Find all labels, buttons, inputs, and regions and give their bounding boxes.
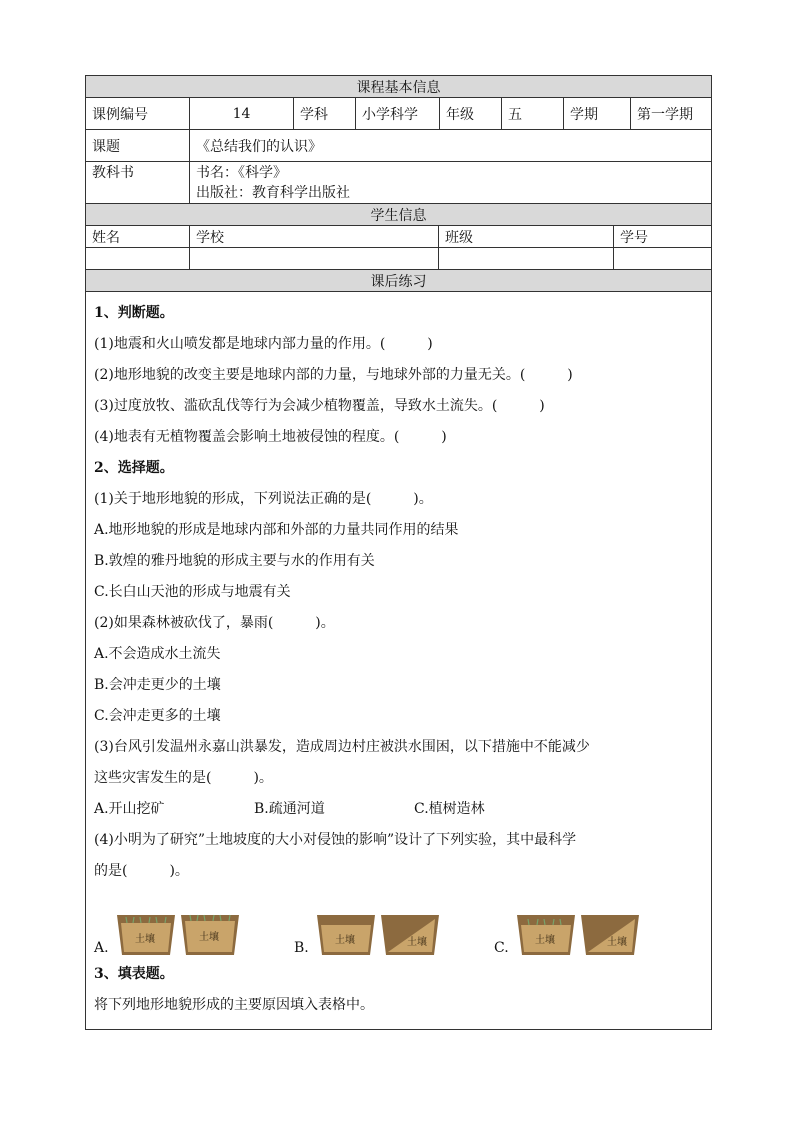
textbook-value	[190, 162, 711, 203]
exercise-header-row	[86, 270, 711, 292]
topic-value: 《总结我们的认识》	[196, 138, 322, 155]
q2-2-option: B.会冲走更少的土壤	[94, 677, 221, 693]
term-label: 学期	[564, 98, 631, 129]
q2-2-option: C.会冲走更多的土壤	[94, 708, 221, 724]
course-info-header-row	[86, 76, 711, 98]
q2-4-stem-line2: 的是( )。	[94, 863, 189, 879]
q2-1-option: B.敦煌的雅丹地貌的形成主要与水的作用有关	[94, 553, 375, 569]
soil-label: 土壤	[134, 934, 155, 945]
worksheet-table	[85, 75, 712, 1030]
student-class-field[interactable]	[439, 248, 614, 269]
experiment-label: B.	[294, 940, 309, 956]
experiment-options	[94, 895, 703, 957]
q2-3-option: A.开山挖矿	[94, 801, 165, 817]
student-school-label: 学校	[190, 226, 439, 247]
textbook-label: 教科书	[86, 162, 190, 203]
q2-3-options	[94, 794, 703, 825]
q1-item: (2)地形地貌的改变主要是地球内部的力量，与地球外部的力量无关。( )	[94, 367, 573, 383]
student-name-field[interactable]	[86, 248, 190, 269]
student-info-header-row	[86, 204, 711, 226]
grade-value: 五	[502, 98, 564, 129]
student-school-field[interactable]	[190, 248, 439, 269]
student-class-label: 班级	[439, 226, 614, 247]
topic-row	[86, 130, 711, 162]
grade-label: 年级	[440, 98, 502, 129]
q2-3-option: C.植树造林	[414, 801, 485, 817]
q2-4-stem-line1: (4)小明为了研究”土地坡度的大小对侵蚀的影响”设计了下列实验，其中最科学	[94, 832, 577, 848]
exercise-body	[86, 292, 711, 1029]
experiment-label: A.	[94, 940, 109, 956]
q3-text: 将下列地形地貌形成的主要原因填入表格中。	[94, 997, 374, 1013]
q2-1-option: A.地形地貌的形成是地球内部和外部的力量共同作用的结果	[94, 522, 459, 538]
subject-value: 小学科学	[356, 98, 440, 129]
q3-title: 3、填表题。	[94, 966, 174, 982]
q2-2-stem: (2)如果森林被砍伐了，暴雨( )。	[94, 615, 335, 631]
course-id-value: 14	[190, 98, 294, 129]
q1-item: (3)过度放牧、滥砍乱伐等行为会减少植物覆盖，导致水土流失。( )	[94, 398, 545, 414]
student-name-label: 姓名	[86, 226, 190, 247]
topic-label: 课题	[86, 130, 190, 161]
experiment-option-a[interactable]	[94, 911, 294, 957]
student-labels-row	[86, 226, 711, 248]
soil-label: 土壤	[534, 935, 555, 946]
exercise-header: 课后练习	[86, 270, 711, 291]
course-info-header: 课程基本信息	[86, 76, 711, 97]
soil-label: 土壤	[334, 935, 355, 946]
textbook-publisher: 出版社：教育科学出版社	[196, 184, 350, 201]
q2-2-option: A.不会造成水土流失	[94, 646, 221, 662]
student-number-label: 学号	[620, 229, 648, 246]
experiment-option-c[interactable]	[494, 911, 641, 957]
q1-item: (1)地震和火山喷发都是地球内部力量的作用。( )	[94, 336, 433, 352]
course-meta-row	[86, 98, 711, 130]
q2-title: 2、选择题。	[94, 460, 174, 476]
exercise-body-row	[86, 292, 711, 1029]
q2-1-option: C.长白山天池的形成与地震有关	[94, 584, 291, 600]
textbook-name: 书名：《科学》	[196, 164, 287, 181]
experiment-label: C.	[494, 940, 509, 956]
experiment-option-b[interactable]	[294, 911, 494, 957]
textbook-row	[86, 162, 711, 204]
subject-label: 学科	[294, 98, 356, 129]
q1-item: (4)地表有无植物覆盖会影响土地被侵蚀的程度。( )	[94, 429, 447, 445]
soil-tray-pair-c-icon	[515, 911, 641, 957]
q2-3-stem-line1: (3)台风引发温州永嘉山洪暴发，造成周边村庄被洪水围困，以下措施中不能减少	[94, 739, 590, 755]
course-id-label: 课例编号	[86, 98, 190, 129]
soil-label: 土壤	[406, 937, 427, 948]
q2-1-stem: (1)关于地形地貌的形成，下列说法正确的是( )。	[94, 491, 433, 507]
student-info-header: 学生信息	[86, 204, 711, 225]
soil-label: 土壤	[606, 937, 627, 948]
student-values-row	[86, 248, 711, 270]
q1-title: 1、判断题。	[94, 305, 174, 321]
soil-tray-pair-b-icon	[315, 911, 441, 957]
soil-label: 土壤	[198, 932, 219, 943]
term-value: 第一学期	[637, 106, 693, 123]
soil-tray-pair-a-icon	[115, 911, 241, 957]
q2-3-stem-line2: 这些灾害发生的是( )。	[94, 770, 273, 786]
q2-3-option: B.疏通河道	[254, 801, 325, 817]
student-number-field[interactable]	[614, 248, 711, 269]
